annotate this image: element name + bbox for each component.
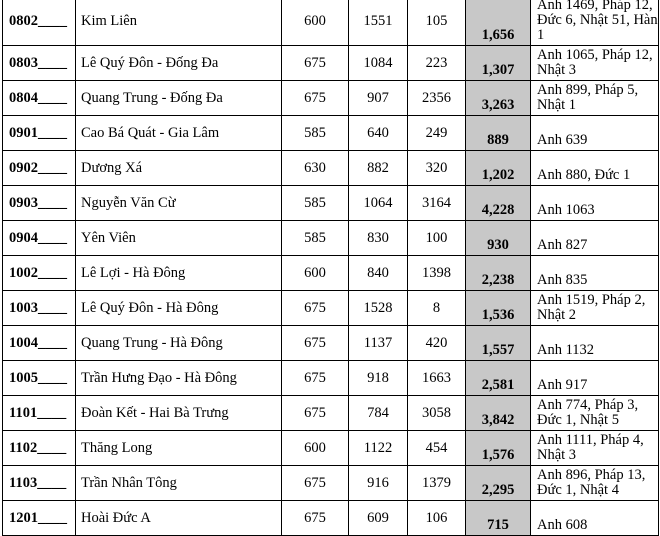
total-cell: 3,263 — [466, 81, 531, 116]
quota-cell: 600 — [282, 431, 349, 466]
quota-cell: 675 — [282, 46, 349, 81]
school-name-cell: Lê Quý Đôn - Hà Đông — [76, 291, 282, 326]
count-cell-2: 1379 — [408, 466, 466, 501]
count-cell-2: 3164 — [408, 186, 466, 221]
count-cell-1: 640 — [349, 116, 408, 151]
total-cell: 889 — [466, 116, 531, 151]
total-cell: 2,238 — [466, 256, 531, 291]
school-code-cell: 0904____ — [3, 221, 76, 256]
school-code-cell: 1005____ — [3, 361, 76, 396]
school-name-cell: Thăng Long — [76, 431, 282, 466]
school-code-cell: 0803____ — [3, 46, 76, 81]
school-name-cell: Quang Trung - Đống Đa — [76, 81, 282, 116]
total-cell: 930 — [466, 221, 531, 256]
total-cell: 1,576 — [466, 431, 531, 466]
count-cell-2: 3058 — [408, 396, 466, 431]
total-cell: 4,228 — [466, 186, 531, 221]
quota-cell: 585 — [282, 116, 349, 151]
table-row — [3, 326, 659, 361]
school-name-cell: Trần Nhân Tông — [76, 466, 282, 501]
languages-cell: Anh 880, Đức 1 — [531, 151, 659, 186]
total-cell: 2,581 — [466, 361, 531, 396]
quota-cell: 675 — [282, 291, 349, 326]
quota-cell: 600 — [282, 0, 349, 46]
school-code-cell: 1002____ — [3, 256, 76, 291]
quota-cell: 675 — [282, 81, 349, 116]
count-cell-2: 420 — [408, 326, 466, 361]
count-cell-1: 1528 — [349, 291, 408, 326]
table-row — [3, 361, 659, 396]
count-cell-2: 106 — [408, 501, 466, 536]
count-cell-2: 100 — [408, 221, 466, 256]
table-body — [3, 0, 659, 536]
count-cell-1: 918 — [349, 361, 408, 396]
languages-cell: Anh 896, Pháp 13, Đức 1, Nhật 4 — [531, 466, 659, 501]
count-cell-2: 249 — [408, 116, 466, 151]
school-name-cell: Trần Hưng Đạo - Hà Đông — [76, 361, 282, 396]
school-code-cell: 1004____ — [3, 326, 76, 361]
school-name-cell: Lê Lợi - Hà Đông — [76, 256, 282, 291]
table-row — [3, 46, 659, 81]
total-cell: 1,202 — [466, 151, 531, 186]
table-row — [3, 221, 659, 256]
table-row — [3, 466, 659, 501]
count-cell-2: 2356 — [408, 81, 466, 116]
school-code-cell: 1201____ — [3, 501, 76, 536]
school-code-cell: 1102____ — [3, 431, 76, 466]
total-cell: 1,557 — [466, 326, 531, 361]
quota-cell: 675 — [282, 326, 349, 361]
languages-cell: Anh 774, Pháp 3, Đức 1, Nhật 5 — [531, 396, 659, 431]
languages-cell: Anh 1065, Pháp 12, Nhật 3 — [531, 46, 659, 81]
count-cell-1: 830 — [349, 221, 408, 256]
table-row — [3, 186, 659, 221]
school-name-cell: Dương Xá — [76, 151, 282, 186]
table-row — [3, 151, 659, 186]
total-cell: 1,307 — [466, 46, 531, 81]
total-cell: 1,536 — [466, 291, 531, 326]
table-row — [3, 116, 659, 151]
languages-cell: Anh 639 — [531, 116, 659, 151]
total-cell: 1,656 — [466, 0, 531, 46]
quota-cell: 675 — [282, 466, 349, 501]
school-admissions-table — [2, 0, 659, 536]
count-cell-2: 454 — [408, 431, 466, 466]
count-cell-1: 840 — [349, 256, 408, 291]
languages-cell: Anh 917 — [531, 361, 659, 396]
school-name-cell: Lê Quý Đôn - Đống Đa — [76, 46, 282, 81]
school-code-cell: 1003____ — [3, 291, 76, 326]
count-cell-1: 882 — [349, 151, 408, 186]
total-cell: 3,842 — [466, 396, 531, 431]
quota-cell: 600 — [282, 256, 349, 291]
school-name-cell: Cao Bá Quát - Gia Lâm — [76, 116, 282, 151]
table-row — [3, 396, 659, 431]
count-cell-2: 320 — [408, 151, 466, 186]
table-row — [3, 0, 659, 46]
count-cell-1: 1064 — [349, 186, 408, 221]
quota-cell: 585 — [282, 221, 349, 256]
school-name-cell: Hoài Đức A — [76, 501, 282, 536]
table-row — [3, 431, 659, 466]
school-code-cell: 0804____ — [3, 81, 76, 116]
table-row — [3, 256, 659, 291]
school-code-cell: 0903____ — [3, 186, 76, 221]
school-name-cell: Yên Viên — [76, 221, 282, 256]
count-cell-1: 916 — [349, 466, 408, 501]
count-cell-1: 1084 — [349, 46, 408, 81]
school-code-cell: 0802____ — [3, 0, 76, 46]
quota-cell: 585 — [282, 186, 349, 221]
languages-cell: Anh 827 — [531, 221, 659, 256]
table-row — [3, 501, 659, 536]
count-cell-1: 784 — [349, 396, 408, 431]
quota-cell: 675 — [282, 361, 349, 396]
school-code-cell: 1101____ — [3, 396, 76, 431]
school-code-cell: 0901____ — [3, 116, 76, 151]
languages-cell: Anh 1111, Pháp 4, Nhật 3 — [531, 431, 659, 466]
table-row — [3, 81, 659, 116]
count-cell-2: 1663 — [408, 361, 466, 396]
quota-cell: 675 — [282, 501, 349, 536]
count-cell-1: 1122 — [349, 431, 408, 466]
languages-cell: Anh 1469, Pháp 12, Đức 6, Nhật 51, Hàn 1 — [531, 0, 659, 46]
count-cell-2: 1398 — [408, 256, 466, 291]
languages-cell: Anh 835 — [531, 256, 659, 291]
table-row — [3, 291, 659, 326]
school-name-cell: Quang Trung - Hà Đông — [76, 326, 282, 361]
count-cell-1: 609 — [349, 501, 408, 536]
quota-cell: 630 — [282, 151, 349, 186]
school-name-cell: Kim Liên — [76, 0, 282, 46]
languages-cell: Anh 608 — [531, 501, 659, 536]
languages-cell: Anh 899, Pháp 5, Nhật 1 — [531, 81, 659, 116]
school-code-cell: 0902____ — [3, 151, 76, 186]
languages-cell: Anh 1132 — [531, 326, 659, 361]
school-name-cell: Đoàn Kết - Hai Bà Trưng — [76, 396, 282, 431]
school-name-cell: Nguyễn Văn Cừ — [76, 186, 282, 221]
count-cell-2: 8 — [408, 291, 466, 326]
count-cell-1: 907 — [349, 81, 408, 116]
school-code-cell: 1103____ — [3, 466, 76, 501]
total-cell: 715 — [466, 501, 531, 536]
count-cell-2: 223 — [408, 46, 466, 81]
total-cell: 2,295 — [466, 466, 531, 501]
count-cell-1: 1551 — [349, 0, 408, 46]
count-cell-1: 1137 — [349, 326, 408, 361]
languages-cell: Anh 1063 — [531, 186, 659, 221]
quota-cell: 675 — [282, 396, 349, 431]
languages-cell: Anh 1519, Pháp 2, Nhật 2 — [531, 291, 659, 326]
count-cell-2: 105 — [408, 0, 466, 46]
